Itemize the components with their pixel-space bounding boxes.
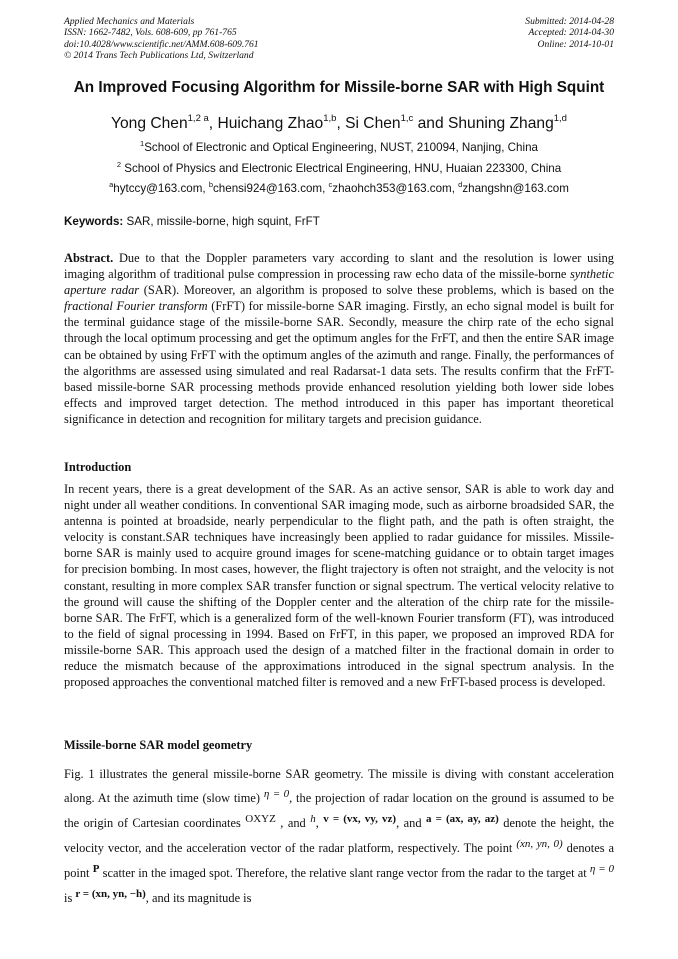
email-link[interactable]: hytccy@163.com bbox=[113, 182, 203, 195]
email-link[interactable]: zhaohch353@163.com bbox=[332, 182, 452, 195]
abstract-text: Due to that the Doppler parameters vary according to slant and the resolution is lower using imaging algorithm of traditional pulse compression in processing raw echo data of the missile-borne bbox=[64, 251, 614, 282]
author-name: Huichang Zhao bbox=[217, 115, 324, 132]
affiliation-text: School of Electronic and Optical Engineering, NUST, 210094, Nanjing, China bbox=[144, 141, 538, 154]
affiliation-1 bbox=[30, 139, 648, 154]
email-sup: d bbox=[458, 180, 463, 189]
model-text: , and its magnitude is bbox=[145, 891, 252, 905]
author-name: Si Chen bbox=[345, 115, 401, 132]
abstract-label: Abstract. bbox=[64, 251, 114, 265]
section-heading-model: Missile-borne SAR model geometry bbox=[64, 738, 253, 752]
journal-header bbox=[64, 16, 259, 62]
date-accepted: Accepted: 2014-04-30 bbox=[528, 27, 614, 39]
abstract-text: (FrFT) for missile-borne SAR imaging. Firstly, an echo signal model is built for the terminal guidance stage of the missile-borne SAR. Secondly, measure the chirp rate of the echo signal through the local optimum processing and get the optimum angles for the FrFT, and then the entire SAR image can be obtained by using FrFT with the optimum angles of the azimuth and range. Finally, the performances of the algorithms are assessed using simulated and real Radarsat-1 data sets. The results confirm that the FrFT-based missile-borne SAR processing methods provide enhanced resolution yielding both lower side lobes effects and improved target detection. The method introduced in this paper has important theoretical significance in detection and recognition for military targets and precision guidance. bbox=[64, 299, 615, 426]
model-text: denote the height, the velocity vector, and the acceleration vector of the radar platform, respectively. The point bbox=[64, 816, 614, 855]
equation-range-vector: r = (xn, yn, −h) bbox=[75, 888, 146, 900]
model-text: , and bbox=[280, 816, 306, 830]
journal-issn: ISSN: 1662-7482, Vols. 608-609, pp 761-765 bbox=[64, 27, 237, 39]
equation-point: (xn, yn, 0) bbox=[516, 838, 563, 850]
email-link[interactable]: zhangshn@163.com bbox=[462, 182, 569, 195]
model-body bbox=[64, 762, 614, 911]
author-sup: 1,d bbox=[553, 113, 567, 124]
model-text: scatter in the imaged spot. Therefore, the relative slant range vector from the radar to the target at bbox=[102, 866, 587, 880]
author-sup: 1,b bbox=[323, 113, 337, 124]
affiliation-sup: 2 bbox=[116, 160, 121, 169]
affiliation-sup: 1 bbox=[140, 139, 145, 148]
author-sup: 1,2 a bbox=[187, 113, 209, 124]
section-heading-introduction: Introduction bbox=[64, 460, 132, 474]
email-sup: c bbox=[328, 180, 333, 189]
author-list: Yong Chen$^{1,2 a}$, Huichang Zhao$^{1,b}$, Si Chen$^{1,c}$ and Shuning Zhang$^{1,d}$ bbox=[111, 113, 567, 132]
email-sup: a bbox=[109, 180, 114, 189]
model-text: , bbox=[315, 816, 319, 830]
abstract-emphasis: synthetic aperture radar bbox=[64, 267, 614, 298]
journal-doi: doi:10.4028/www.scientific.net/AMM.608-609.761 bbox=[64, 38, 259, 50]
date-online: Online: 2014-10-01 bbox=[537, 38, 614, 50]
paper-title: An Improved Focusing Algorithm for Missile-borne SAR with High Squint bbox=[73, 79, 605, 96]
equation-eta-zero: η = 0 bbox=[589, 863, 614, 875]
model-text: is bbox=[64, 891, 73, 905]
affiliation-text: School of Physics and Electronic Electrical Engineering, HNU, Huaian 223300, China bbox=[124, 162, 562, 175]
abstract-emphasis: fractional Fourier transform bbox=[64, 299, 208, 314]
equation-velocity: v = (vx, vy, vz) bbox=[323, 813, 397, 825]
date-submitted: Submitted: 2014-04-28 bbox=[525, 16, 614, 27]
keywords bbox=[64, 215, 320, 228]
keywords-label: Keywords: bbox=[64, 215, 124, 228]
equation-oxyz: OXYZ bbox=[245, 813, 276, 825]
author-name: Yong Chen bbox=[111, 115, 188, 132]
author-sup: 1,c bbox=[400, 113, 414, 124]
journal-copyright: © 2014 Trans Tech Publications Ltd, Switzerland bbox=[64, 50, 254, 62]
model-text: , and bbox=[396, 816, 422, 830]
model-text: Fig. 1 illustrates the general missile-borne SAR geometry. The missile is diving with constant acceleration along. At the azimuth time (slow time) bbox=[64, 767, 614, 805]
abstract bbox=[64, 250, 614, 427]
equation-P: P bbox=[92, 863, 100, 875]
equation-eta-zero: η = 0 bbox=[263, 788, 290, 800]
journal-name: Applied Mechanics and Materials bbox=[64, 16, 195, 27]
model-text: denotes a point bbox=[64, 841, 614, 880]
equation-acceleration: a = (ax, ay, az) bbox=[426, 813, 499, 825]
dates-header bbox=[525, 16, 614, 50]
model-text: , the projection of radar location on the ground is assumed to be the origin of Cartesian coordinates bbox=[64, 791, 614, 830]
keywords-text: SAR, missile-borne, high squint, FrFT bbox=[126, 215, 320, 228]
email-link[interactable]: chensi924@163.com bbox=[213, 182, 323, 195]
author-emails: $^a$hytccy@163.com, $^b$chensi924@163.com, $^c$zhaohch353@163.com, $^d$zhangshn@163.com bbox=[109, 180, 569, 195]
author-name: Shuning Zhang bbox=[447, 115, 554, 132]
affiliation-2 bbox=[30, 160, 648, 175]
email-sup: b bbox=[208, 180, 213, 189]
equation-h: h bbox=[310, 813, 316, 825]
abstract-text: (SAR). Moreover, an algorithm is proposed to solve these problems, which is based on the bbox=[143, 283, 614, 298]
introduction-body: In recent years, there is a great development of the SAR. As an active sensor, SAR is able to work day and night under all weather conditions. In conventional SAR imaging mode, such as airborne broadsided SAR, the antenna is pointed at broadside, nearly perpendicular to the flight path, and the path is often straight, the velocity is constant.SAR techniques have increasingly been applied to radar guidance for missiles. Missile-borne SAR is mainly used to acquire ground images for scene-matching guidance or to obtain target images for precision bombing. In most cases, however, the flight trajectory is often not straight, and the velocity is not constant, resulting in more complex SAR transfer function or signal spectrum. The vertical velocity relative to the ground will cause the shifting of the Doppler center and the alteration of the chirp rate for the missile-borne SAR. The FrFT, which is a generalized form of the well-known Fourier transform (FT), was introduced to the field of signal processing in 1994. Based on FrFT, in this paper, we proposed an improved RDA for missile-borne SAR. This approach used the design of a matched filter in the fractional domain in order to reduce the mismatch because of the approximations introduced in the signal spectrum analysis. In the proposed approaches the conventional matched filter is removed and a new FrFT-based process is developed. bbox=[64, 482, 614, 690]
